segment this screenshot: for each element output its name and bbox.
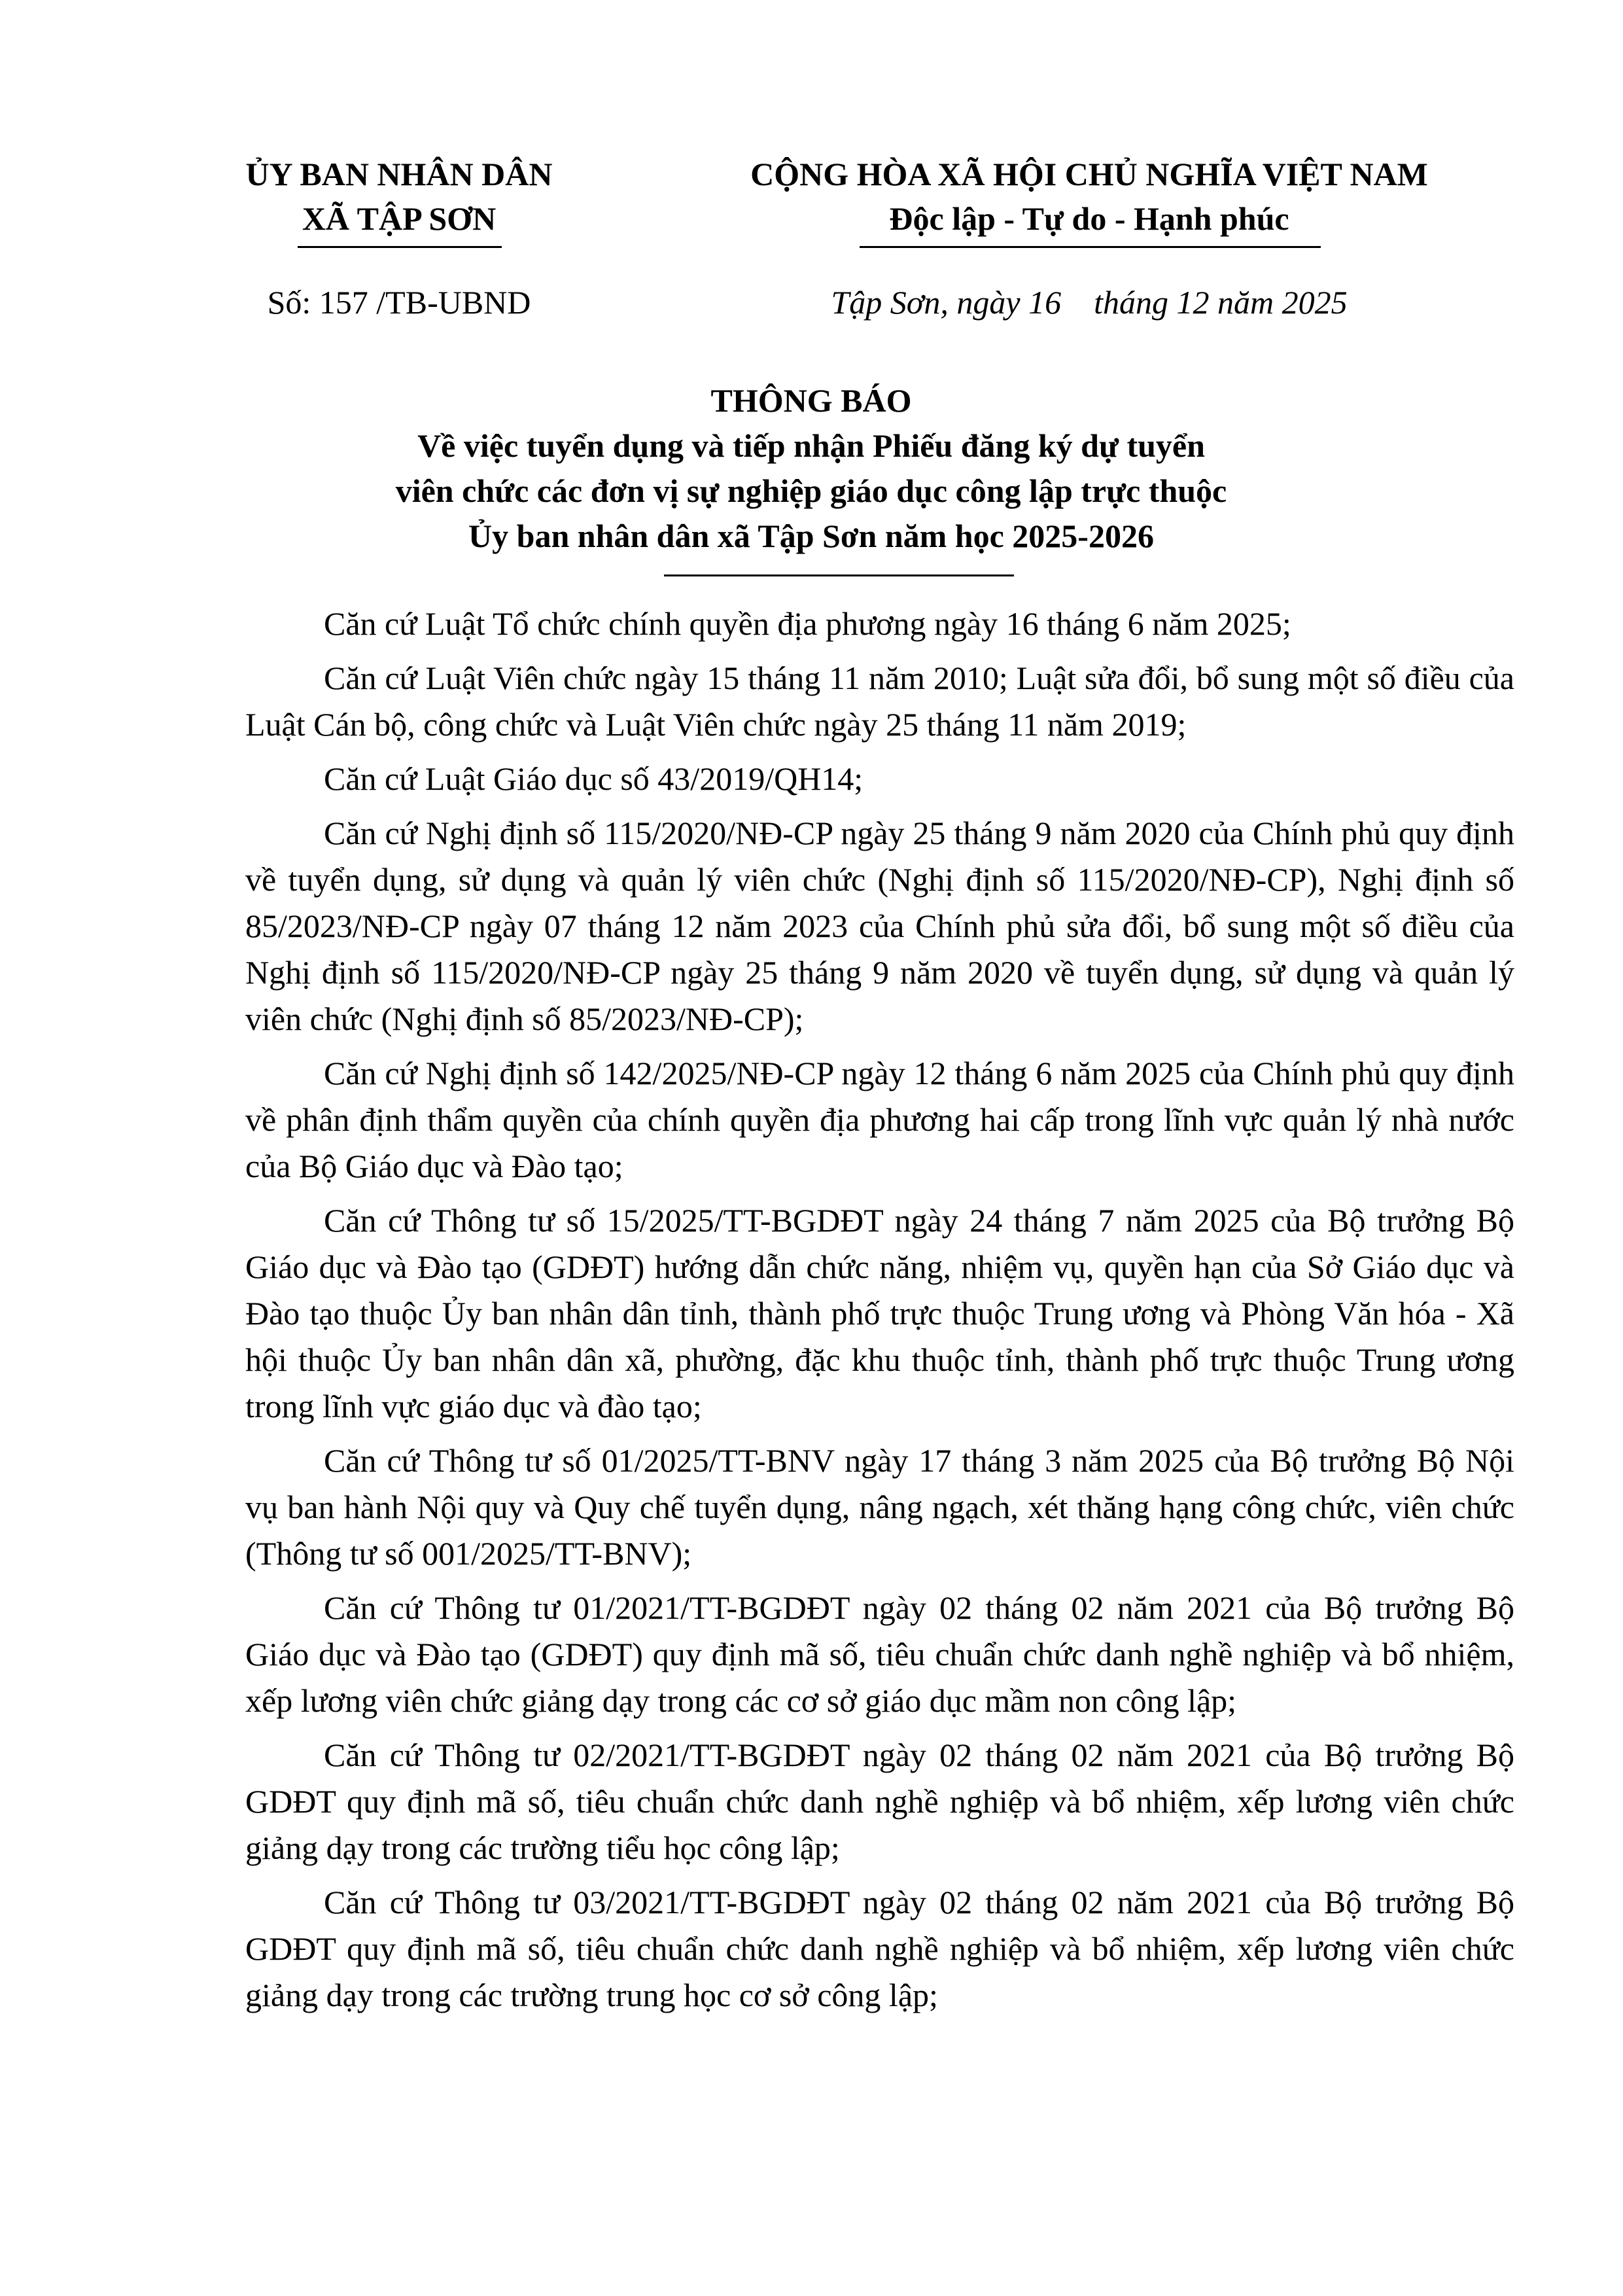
document-title	[209, 378, 1413, 559]
place-and-date: Tập Sơn, ngày 16 tháng 12 năm 2025	[831, 284, 1348, 321]
title-line-4: Ủy ban nhân dân xã Tập Sơn năm học 2025-2026	[468, 518, 1154, 554]
title-line-3: viên chức các đơn vị sự nghiệp giáo dục công lập trực thuộc	[395, 472, 1227, 509]
issuing-authority	[209, 152, 589, 241]
paragraph: Căn cứ Thông tư số 01/2025/TT-BNV ngày 17 tháng 3 năm 2025 của Bộ trưởng Bộ Nội vụ ban hành Nội quy và Quy chế tuyển dụng, nâng ngạch, xét thăng hạng công chức, viên chức (Thông tư số 001/2025/TT-BNV);	[245, 1442, 1514, 1572]
title-underline	[664, 574, 1014, 576]
authority-underline	[298, 246, 502, 248]
paragraph: Căn cứ Nghị định số 142/2025/NĐ-CP ngày 12 tháng 6 năm 2025 của Chính phủ quy định về phân định thẩm quyền của chính quyền địa phương hai cấp trong lĩnh vực quản lý nhà nước của Bộ Giáo dục và Đào tạo;	[245, 1055, 1514, 1184]
national-motto	[707, 152, 1472, 241]
paragraph: Căn cứ Thông tư số 15/2025/TT-BGDĐT ngày 24 tháng 7 năm 2025 của Bộ trưởng Bộ Giáo dục và Đào tạo (GDĐT) hướng dẫn chức năng, nhiệm vụ, quyền hạn của Sở Giáo dục và Đào tạo thuộc Ủy ban nhân dân tỉnh, thành phố trực thuộc Trung ương và Phòng Văn hóa - Xã hội thuộc Ủy ban nhân dân xã, phường, đặc khu thuộc tỉnh, thành phố trực thuộc Trung ương trong lĩnh vực giáo dục và đào tạo;	[245, 1202, 1514, 1424]
document-body	[245, 601, 1514, 2026]
paragraph: Căn cứ Luật Giáo dục số 43/2019/QH14;	[324, 760, 864, 797]
paragraph: Căn cứ Thông tư 03/2021/TT-BGDĐT ngày 02 tháng 02 năm 2021 của Bộ trưởng Bộ GDĐT quy định mã số, tiêu chuẩn chức danh nghề nghiệp và bổ nhiệm, xếp lương viên chức giảng dạy trong các trường trung học cơ sở công lập;	[245, 1884, 1514, 2013]
nation-name: CỘNG HÒA XÃ HỘI CHỦ NGHĨA VIỆT NAM	[750, 156, 1428, 192]
authority-line-1: ỦY BAN NHÂN DÂN	[245, 156, 553, 192]
paragraph: Căn cứ Luật Tổ chức chính quyền địa phương ngày 16 tháng 6 năm 2025;	[324, 605, 1291, 642]
motto-line: Độc lập - Tự do - Hạnh phúc	[889, 200, 1289, 237]
document-number: Số: 157 /TB-UBND	[267, 284, 531, 321]
paragraph: Căn cứ Thông tư 01/2021/TT-BGDĐT ngày 02 tháng 02 năm 2021 của Bộ trưởng Bộ Giáo dục và Đào tạo (GDĐT) quy định mã số, tiêu chuẩn chức danh nghề nghiệp và bổ nhiệm, xếp lương viên chức giảng dạy trong các cơ sở giáo dục mầm non công lập;	[245, 1589, 1514, 1719]
motto-underline	[860, 246, 1321, 248]
title-line-2: Về việc tuyển dụng và tiếp nhận Phiếu đăng ký dự tuyển	[417, 427, 1205, 464]
authority-line-2: XÃ TẬP SƠN	[302, 200, 497, 237]
title-line-1: THÔNG BÁO	[710, 382, 912, 419]
paragraph: Căn cứ Thông tư 02/2021/TT-BGDĐT ngày 02 tháng 02 năm 2021 của Bộ trưởng Bộ GDĐT quy định mã số, tiêu chuẩn chức danh nghề nghiệp và bổ nhiệm, xếp lương viên chức giảng dạy trong các trường tiểu học công lập;	[245, 1737, 1514, 1866]
paragraph: Căn cứ Luật Viên chức ngày 15 tháng 11 năm 2010; Luật sửa đổi, bổ sung một số điều của Luật Cán bộ, công chức và Luật Viên chức ngày 25 tháng 11 năm 2019;	[245, 660, 1514, 743]
paragraph: Căn cứ Nghị định số 115/2020/NĐ-CP ngày 25 tháng 9 năm 2020 của Chính phủ quy định về tuyển dụng, sử dụng và quản lý viên chức (Nghị định số 115/2020/NĐ-CP), Nghị định số 85/2023/NĐ-CP ngày 07 tháng 12 năm 2023 của Chính phủ sửa đổi, bổ sung một số điều của Nghị định số 115/2020/NĐ-CP ngày 25 tháng 9 năm 2020 về tuyển dụng, sử dụng và quản lý viên chức (Nghị định số 85/2023/NĐ-CP);	[245, 815, 1514, 1037]
